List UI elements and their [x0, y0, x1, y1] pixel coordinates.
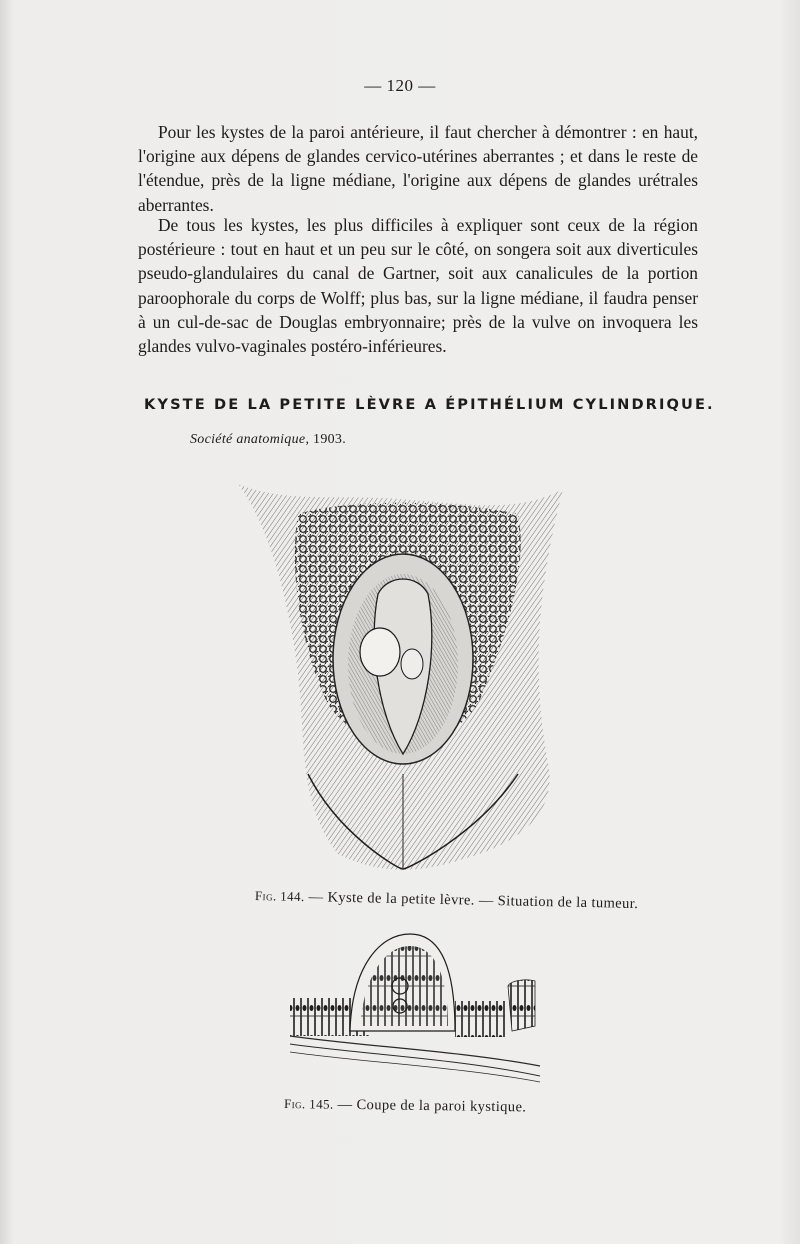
paragraph-posterior-region — [138, 213, 698, 358]
figure-145-caption — [284, 1096, 527, 1116]
citation-source: Société anatomique — [190, 432, 306, 447]
paragraph-anterior-wall — [138, 120, 698, 217]
vulva-engraving — [228, 474, 578, 874]
page-number: — 120 — — [364, 76, 436, 95]
citation — [190, 432, 346, 448]
citation-year: , 1903. — [305, 432, 347, 447]
figure-caption-text: — Coupe de la paroi kystique. — [333, 1096, 527, 1116]
cyst-wall-section — [280, 926, 550, 1086]
figure-label: Fig. 144. — [254, 888, 305, 905]
figure-label: Fig. 145. — [283, 1096, 334, 1112]
figure-144-illustration — [228, 474, 578, 874]
paragraph-text: Pour les kystes de la paroi antérieure, il faut chercher à démontrer : en haut, l'origine aux dépens de glandes cervico-utérines aberrantes ; et dans le reste de l'étendue, près de la ligne médiane, l'origine aux dépens de glandes urétrales aberrantes. — [138, 122, 698, 215]
figure-caption-text: — Kyste de la petite lèvre. — Situation de la tumeur. — [304, 889, 639, 913]
paragraph-text: De tous les kystes, les plus difficiles à expliquer sont ceux de la région postérieure : tout en haut et un peu sur le côté, on songera soit aux diverticules pseudo-glandulaires du canal de Gartner, soit aux canalicules de la portion paroophorale du corps de Wolff; plus bas, sur la ligne médiane, il faudra penser à un cul-de-sac de Douglas embryonnaire; près de la vulve on invoquera les glandes vulvo-vaginales postéro-inférieures. — [138, 215, 698, 357]
section-title: KYSTE DE LA PETITE LÈVRE A ÉPITHÉLIUM CYLINDRIQUE. — [144, 396, 715, 413]
figure-145-illustration — [280, 926, 550, 1086]
